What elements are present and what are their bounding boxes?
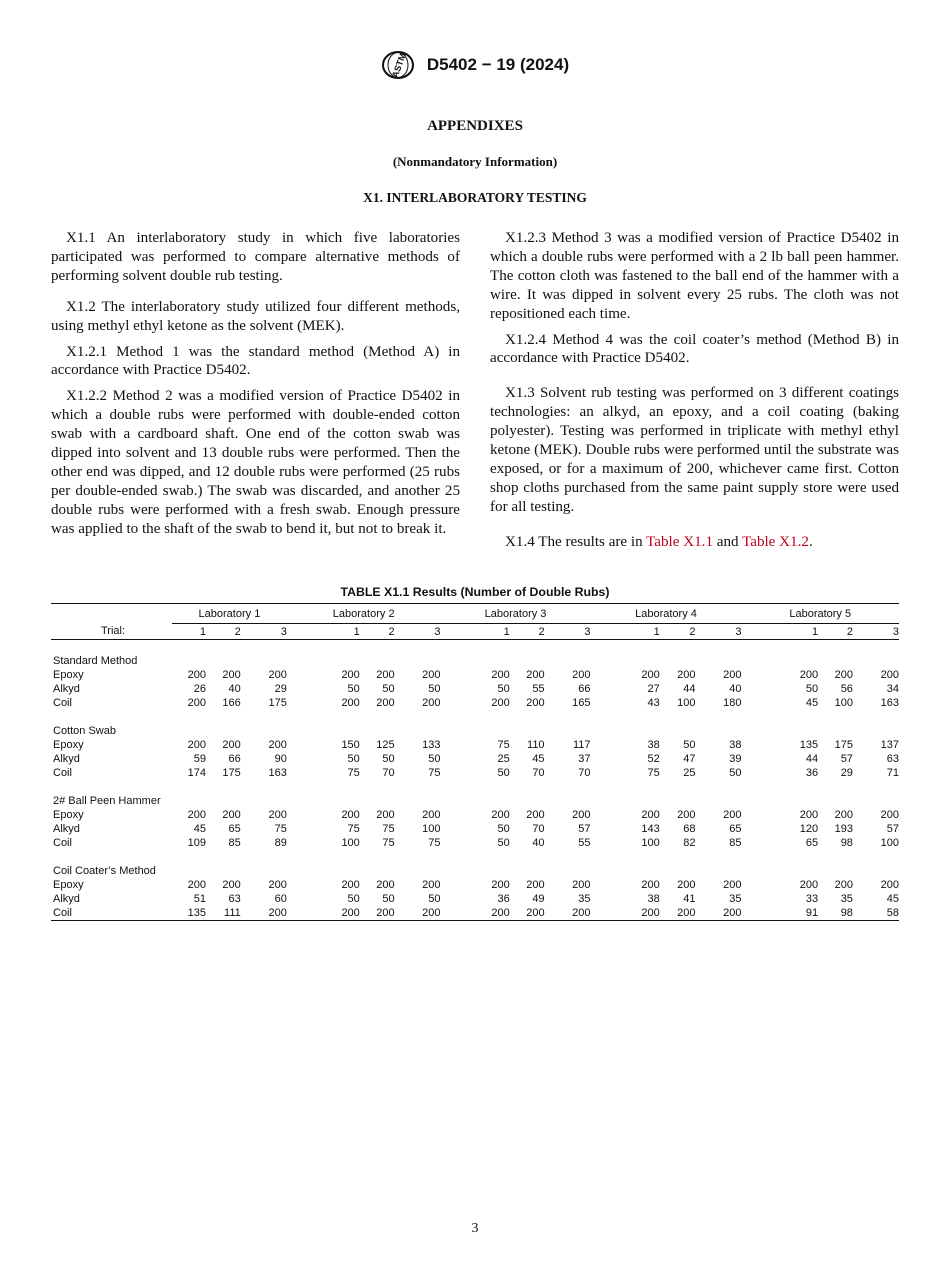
result-value: 50 [428,893,441,905]
result-value: 33 [805,893,819,905]
result-value: 200 [880,809,899,821]
table-row [51,752,899,766]
result-value: 200 [422,879,441,891]
result-value: 200 [341,669,360,681]
result-value: 200 [441,906,510,921]
table-x1-2-link[interactable]: Table X1.2 [742,533,809,550]
result-value: 26 [193,683,206,695]
result-value: 75 [647,767,660,779]
result-value: 75 [274,823,287,835]
paragraph-x1-2-4: X1.2.4 Method 4 was the coil coater’s method (Method B) in accordance with Practice D5402. [490,331,899,367]
result-value: 98 [840,837,853,849]
result-value: 63 [886,753,899,765]
result-value: 60 [274,893,287,905]
trial-label: Trial: [51,624,172,640]
result-value: 50 [497,683,510,695]
paragraph-x1-1: X1.1 An interlaboratory study in which five laboratories participated was performed to compare alternative methods of performing solvent double rub testing. [51,230,460,284]
coating-label: Coil [53,697,72,709]
result-value: 36 [805,767,819,779]
trial-number: 3 [545,624,591,640]
x1-4-suffix: . [808,533,813,550]
result-value: 36 [497,893,510,905]
trial-number: 2 [660,624,696,640]
result-value: 29 [274,683,287,695]
result-value: 50 [428,753,441,765]
result-value: 200 [723,669,742,681]
result-value: 175 [268,697,287,709]
table-row [51,906,899,921]
result-value: 163 [268,767,287,779]
result-value: 200 [491,879,510,891]
right-column [490,229,899,564]
result-value: 65 [228,823,241,835]
result-value: 200 [222,879,241,891]
result-value: 125 [376,739,395,751]
result-value: 85 [228,837,241,849]
trial-number: 2 [206,624,241,640]
result-value: 200 [341,879,360,891]
table-row [51,892,899,906]
table-row [51,808,899,822]
result-value: 200 [360,906,395,921]
page-header [0,50,950,80]
result-value: 200 [799,809,819,821]
result-value: 200 [834,669,853,681]
coating-label: Coil [51,906,172,921]
result-value: 38 [729,739,742,751]
result-value: 45 [193,823,206,835]
result-value: 66 [228,753,241,765]
result-value: 200 [187,809,206,821]
result-value: 200 [526,809,545,821]
result-value: 109 [187,837,206,849]
result-value: 200 [491,809,510,821]
result-value: 44 [805,753,819,765]
result-value: 55 [532,683,545,695]
result-value: 200 [591,906,660,921]
result-value: 165 [572,697,591,709]
result-value: 75 [382,837,395,849]
result-value: 193 [834,823,853,835]
coating-label: Coil [53,837,72,849]
result-value: 75 [347,823,360,835]
result-value: 100 [422,823,441,835]
result-value: 89 [274,837,287,849]
result-value: 200 [677,669,696,681]
result-value: 150 [341,739,360,751]
coating-label: Coil [53,767,72,779]
table-title: TABLE X1.1 Results (Number of Double Rubs) [340,585,610,599]
result-value: 200 [834,809,853,821]
method-header-row [51,864,899,878]
result-value: 35 [578,893,591,905]
result-value: 40 [532,837,545,849]
result-value: 70 [382,767,395,779]
result-value: 39 [729,753,742,765]
result-value: 65 [729,823,742,835]
page-number: 3 [471,1221,479,1236]
result-value: 200 [834,879,853,891]
result-value: 58 [853,906,899,921]
trial-number: 2 [510,624,545,640]
result-value: 200 [376,809,395,821]
astm-logo-text: ASTM [389,51,408,80]
result-value: 38 [647,739,660,751]
result-value: 200 [545,906,591,921]
method-header-row [51,724,899,738]
result-value: 91 [741,906,818,921]
result-value: 85 [729,837,742,849]
result-value: 135 [172,906,206,921]
result-value: 57 [886,823,899,835]
result-value: 200 [341,809,360,821]
result-value: 65 [805,837,819,849]
result-value: 200 [222,739,241,751]
paragraph-x1-2-2: X1.2.2 Method 2 was a modified version of Practice D5402 in which a double rubs were performed with double-ended cotton swab with a cardboard shaft. One end of the cotton swab was dipped into solvent and 13 double rubs were performed. Then the other end was dipped, and 12 double rubs were performed (25 rubs per double-ended swab.) The swab was discarded, and another 25 double rubs were performed with a fresh swab. Enough pressure was applied to the shaft of the swab to bend it, but not to break it. [51,388,460,537]
result-value: 51 [193,893,206,905]
result-value: 200 [422,669,441,681]
result-value: 200 [395,906,441,921]
paragraph-x1-2-1: X1.2.1 Method 1 was the standard method (Method A) in accordance with Practice D5402. [51,343,460,379]
result-value: 50 [382,753,395,765]
method-name: Cotton Swab [53,725,116,737]
result-value: 100 [341,837,360,849]
result-value: 200 [268,809,287,821]
result-value: 200 [222,809,241,821]
result-value: 111 [206,906,241,921]
result-value: 25 [683,767,696,779]
table-row [51,878,899,892]
result-value: 71 [886,767,899,779]
result-value: 59 [193,753,206,765]
result-value: 75 [428,767,441,779]
result-value: 200 [880,879,899,891]
result-value: 35 [840,893,853,905]
astm-logo-icon [381,50,415,80]
appendixes-title: APPENDIXES [427,118,523,134]
table-row [51,668,899,682]
section-title: X1. INTERLABORATORY TESTING [363,190,587,205]
trial-number: 2 [818,624,853,640]
method-name: 2# Ball Peen Hammer [53,795,161,807]
result-value: 200 [491,697,510,709]
spacer-row [51,710,899,724]
laboratory-4-header: Laboratory 4 [591,604,742,624]
trial-number: 1 [172,624,206,640]
result-value: 200 [660,906,696,921]
trial-header-row [51,624,899,640]
result-value: 38 [647,893,660,905]
result-value: 200 [187,697,206,709]
result-value: 200 [572,879,591,891]
result-value: 45 [886,893,899,905]
result-value: 50 [382,893,395,905]
paragraph-x1-4 [490,533,899,552]
trial-number: 2 [360,624,395,640]
result-value: 200 [723,809,742,821]
result-value: 200 [641,809,660,821]
result-value: 100 [880,837,899,849]
laboratory-3-header: Laboratory 3 [441,604,591,624]
result-value: 40 [228,683,241,695]
result-value: 175 [834,739,853,751]
result-value: 43 [647,697,660,709]
result-value: 163 [880,697,899,709]
result-value: 50 [683,739,696,751]
result-value: 75 [382,823,395,835]
result-value: 200 [526,669,545,681]
result-value: 70 [532,767,545,779]
result-value: 200 [526,697,545,709]
result-value: 180 [723,697,742,709]
result-value: 200 [880,669,899,681]
x1-4-mid: and [713,533,743,550]
result-value: 50 [347,753,360,765]
laboratory-1-header: Laboratory 1 [172,604,287,624]
laboratory-2-header: Laboratory 2 [287,604,441,624]
result-value: 200 [723,879,742,891]
table-x1-1-link[interactable]: Table X1.1 [646,533,713,550]
method-name: Coil Coater’s Method [53,865,156,877]
table-row [51,822,899,836]
result-value: 75 [497,739,510,751]
result-value: 56 [840,683,853,695]
trial-number: 3 [241,624,287,640]
result-value: 100 [677,697,696,709]
result-value: 137 [880,739,899,751]
result-value: 57 [578,823,591,835]
result-value: 110 [527,739,545,751]
result-value: 45 [532,753,545,765]
result-value: 82 [683,837,696,849]
result-value: 50 [497,823,510,835]
result-value: 200 [491,669,510,681]
result-value: 29 [840,767,853,779]
result-value: 47 [683,753,696,765]
spacer-row [51,640,899,655]
laboratory-header-row [51,604,899,624]
result-value: 200 [376,697,395,709]
nonmandatory-subtitle: (Nonmandatory Information) [392,154,558,169]
coating-label: Epoxy [53,669,84,681]
result-value: 200 [268,879,287,891]
result-value: 70 [532,823,545,835]
result-value: 40 [729,683,742,695]
spacer-row [51,850,899,864]
result-value: 75 [428,837,441,849]
result-value: 50 [382,683,395,695]
result-value: 25 [497,753,510,765]
spacer-cell [51,640,899,655]
table-row [51,738,899,752]
trial-number: 1 [441,624,510,640]
result-value: 143 [641,823,660,835]
trial-number: 3 [853,624,899,640]
result-value: 50 [729,767,742,779]
method-header-row [51,654,899,668]
result-value: 133 [422,739,441,751]
table-row [51,696,899,710]
result-value: 50 [497,767,510,779]
header-empty-cell [51,604,172,624]
spacer-cell [51,850,899,864]
result-value: 200 [526,879,545,891]
result-value: 200 [677,879,696,891]
paragraph-x1-2: X1.2 The interlaboratory study utilized four different methods, using methyl ethyl ketone as the solvent (MEK). [51,298,460,334]
result-value: 200 [187,739,206,751]
result-value: 68 [683,823,696,835]
result-value: 200 [799,879,819,891]
trial-number: 1 [591,624,660,640]
coating-label: Epoxy [53,809,84,821]
result-value: 50 [347,893,360,905]
result-value: 66 [578,683,591,695]
result-value: 200 [677,809,696,821]
left-column [51,229,460,551]
coating-label: Epoxy [53,879,84,891]
result-value: 37 [578,753,591,765]
result-value: 55 [578,837,591,849]
results-table [51,603,899,921]
result-value: 200 [187,669,206,681]
spacer-cell [51,710,899,724]
result-value: 200 [222,669,241,681]
result-value: 200 [187,879,206,891]
result-value: 175 [222,767,241,779]
coating-label: Alkyd [53,893,80,905]
result-value: 50 [805,683,819,695]
result-value: 100 [834,697,853,709]
result-value: 49 [532,893,545,905]
coating-label: Epoxy [53,739,84,751]
paragraph-x1-3: X1.3 Solvent rub testing was performed on 3 different coatings technologies: an alkyd, an epoxy, and a coil coating (baking polyester). Testing was performed in triplicate with methyl ethyl ketone (MEK). Double rubs were performed until the substrate was exposed, or for a maximum of 200, whichever came first. Cotton shop cloths purchased from the same paint supply store were used for all testing. [490,385,899,515]
result-value: 45 [805,697,819,709]
coating-label: Alkyd [53,683,80,695]
trial-number: 3 [395,624,441,640]
result-value: 200 [241,906,287,921]
results-table-body [51,604,899,921]
result-value: 57 [840,753,853,765]
table-row [51,766,899,780]
result-value: 135 [799,739,819,751]
paragraph-x1-2-3: X1.2.3 Method 3 was a modified version of Practice D5402 in which a double rubs were performed with a 2 lb ball peen hammer. The cotton cloth was fastened to the ball end of the hammer with a wire. It was dipped in solvent every 25 rubs. The cloth was not repositioned each time. [490,230,899,322]
result-value: 200 [268,739,287,751]
result-value: 166 [222,697,241,709]
result-value: 63 [228,893,241,905]
table-row [51,682,899,696]
result-value: 34 [886,683,899,695]
result-value: 200 [572,809,591,821]
result-value: 200 [572,669,591,681]
result-value: 75 [347,767,360,779]
result-value: 44 [683,683,696,695]
result-value: 200 [422,809,441,821]
method-header-row [51,794,899,808]
result-value: 174 [187,767,206,779]
result-value: 200 [696,906,742,921]
result-value: 200 [799,669,819,681]
result-value: 200 [641,669,660,681]
method-name: Standard Method [53,655,138,667]
spacer-cell [51,780,899,794]
result-value: 50 [428,683,441,695]
result-value: 50 [347,683,360,695]
trial-number: 1 [287,624,360,640]
result-value: 200 [268,669,287,681]
result-value: 52 [647,753,660,765]
result-value: 200 [287,906,360,921]
result-value: 200 [510,906,545,921]
laboratory-5-header: Laboratory 5 [741,604,899,624]
spacer-row [51,780,899,794]
result-value: 41 [683,893,696,905]
result-value: 200 [641,879,660,891]
trial-number: 3 [696,624,742,640]
trial-number: 1 [741,624,818,640]
x1-4-prefix: X1.4 The results are in [505,533,647,550]
result-value: 70 [578,767,591,779]
result-value: 98 [818,906,853,921]
document-id: D5402 − 19 (2024) [426,55,570,74]
result-value: 27 [647,683,660,695]
result-value: 117 [572,739,591,751]
result-value: 200 [422,697,441,709]
result-value: 50 [497,837,510,849]
coating-label: Alkyd [53,753,80,765]
result-value: 200 [376,879,395,891]
result-value: 35 [729,893,742,905]
result-value: 90 [274,753,287,765]
result-value: 200 [341,697,360,709]
coating-label: Alkyd [53,823,80,835]
result-value: 100 [641,837,660,849]
table-row [51,836,899,850]
result-value: 120 [799,823,819,835]
result-value: 200 [376,669,395,681]
